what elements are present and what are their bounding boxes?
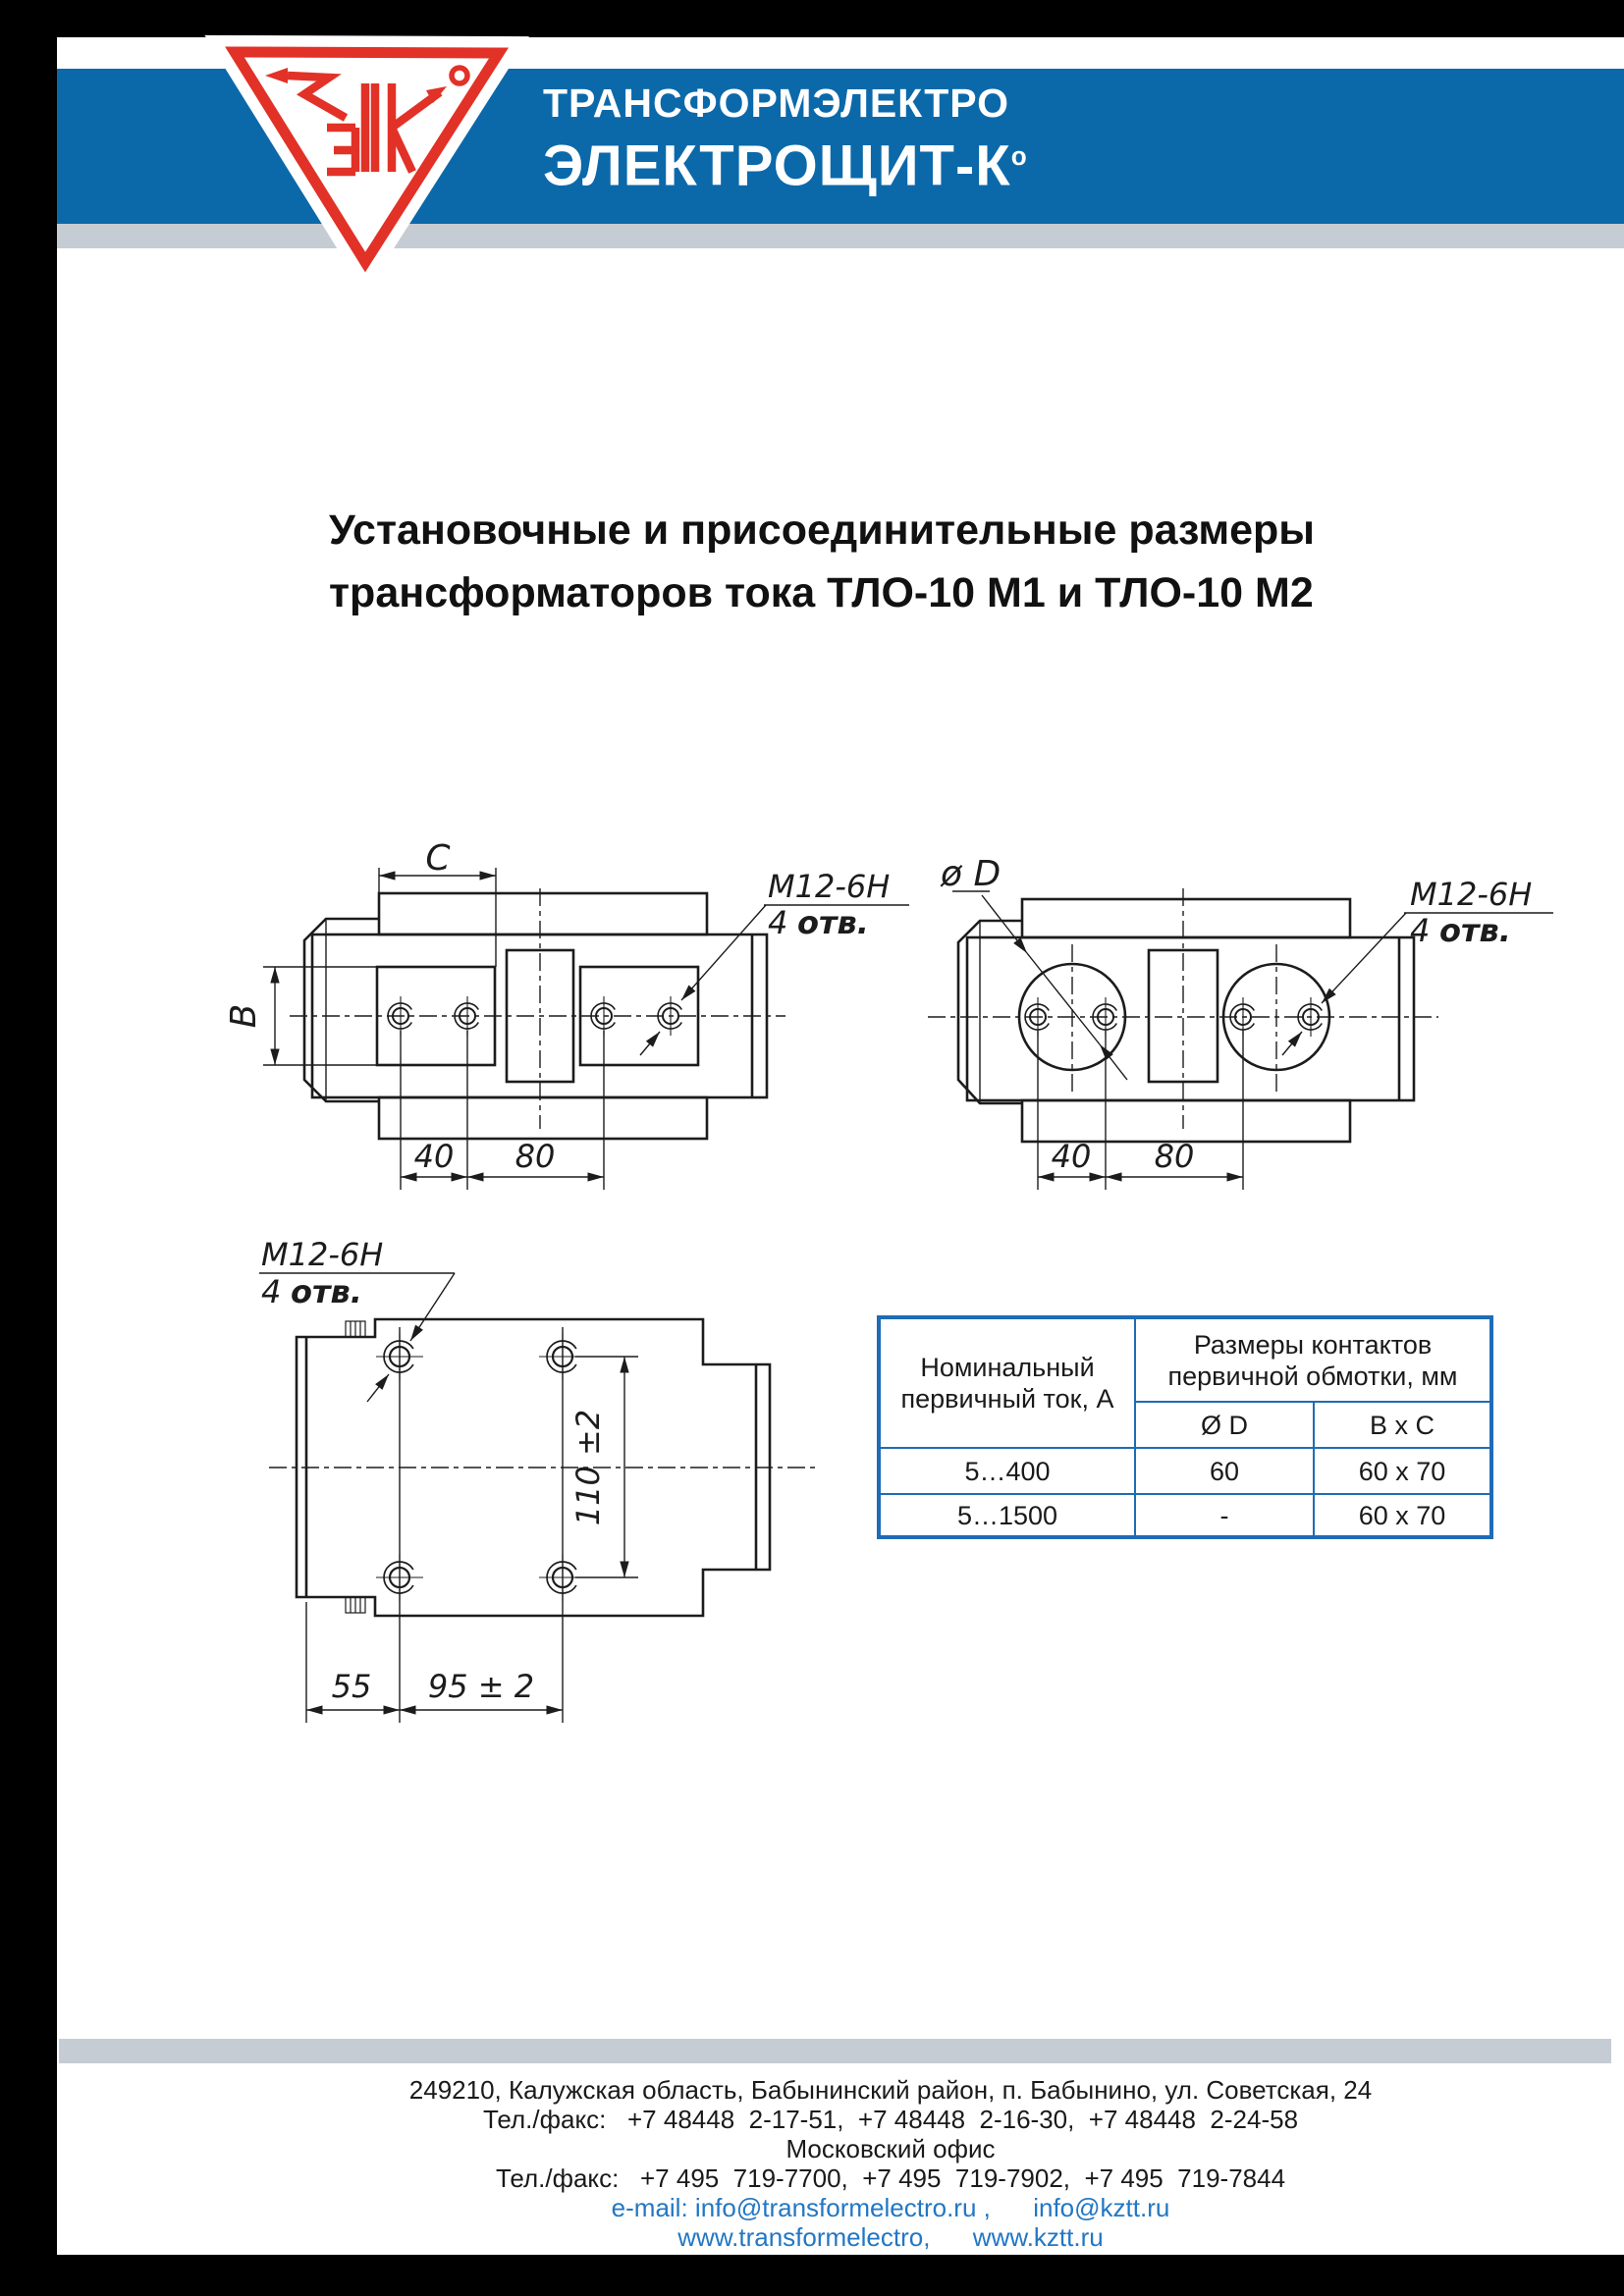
company-logo-icon (206, 37, 540, 288)
footer-address: 249210, Калужская область, Бабынинский район, п. Бабынино, ул. Советская, 24 (408, 2075, 1373, 2105)
plan-view-drawing (226, 1232, 854, 1742)
footer-phones-moscow: Тел./факс: +7 495 719-7700, +7 495 719-7902, +7 495 719-7844 (495, 2163, 1286, 2193)
dim-110-label: 110 ±2 (569, 1409, 607, 1526)
holes-count: 4 (768, 904, 788, 941)
email-link-kztt[interactable]: info@kztt.ru (1033, 2193, 1170, 2222)
table-cell-current-row2: 5…1500 (880, 1494, 1135, 1536)
site-link-kztt[interactable]: www.kztt.ru (972, 2222, 1104, 2252)
page-title (329, 499, 1315, 624)
table-header-current (880, 1318, 1135, 1448)
dim-80-label: 80 (1154, 1138, 1195, 1175)
dim-80-label: 80 (514, 1138, 556, 1175)
header-sizes-line1: Размеры контактов (1193, 1329, 1433, 1360)
table-subheader-d: Ø D (1135, 1402, 1314, 1448)
dim-c-label: C (425, 838, 451, 879)
email-separator: , (976, 2193, 1034, 2222)
holes-count: 4 (261, 1273, 282, 1310)
header-current-line1: Номинальный (920, 1353, 1095, 1382)
page-frame-bottom (0, 2255, 1624, 2296)
mounting-hole (539, 1554, 586, 1601)
table-subheader-bxc: В х С (1314, 1402, 1490, 1448)
table-cell-d-row1: 60 (1135, 1448, 1314, 1494)
table-cell-current-row1: 5…400 (880, 1448, 1135, 1494)
table-header-contact-sizes (1135, 1318, 1490, 1402)
footer-phones-kaluga: Тел./факс: +7 48448 2-17-51, +7 48448 2-16-30, +7 48448 2-24-58 (482, 2105, 1299, 2134)
email-label: e-mail: (611, 2193, 695, 2222)
site-separator (930, 2222, 972, 2252)
mounting-hole (376, 1333, 423, 1380)
brand-superscript: о (1010, 141, 1028, 171)
dim-b-label: B (224, 1003, 264, 1029)
dim-95-label: 95 ± 2 (427, 1668, 535, 1705)
page-frame-left (0, 0, 57, 2296)
thread-label: М12-6Н (1410, 876, 1533, 913)
mounting-hole (539, 1333, 586, 1380)
table-cell-bxc-row2: 60 х 70 (1314, 1494, 1490, 1536)
thread-label: М12-6Н (261, 1236, 384, 1273)
dim-55-label: 55 (331, 1668, 372, 1705)
site-link-transformelectro[interactable]: www.transformelectro, (677, 2222, 931, 2252)
dia-d-label: ø D (941, 854, 1001, 894)
page-title-line2: трансформаторов тока ТЛО-10 М1 и ТЛО-10 М2 (329, 569, 1314, 616)
thread-label: М12-6Н (768, 868, 891, 905)
front-view-drawing (226, 839, 913, 1222)
footer-contacts (149, 2075, 1624, 2252)
holes-word: отв. (797, 904, 869, 941)
table-cell-bxc-row1: 60 х 70 (1314, 1448, 1490, 1494)
dim-40-label: 40 (1051, 1138, 1092, 1175)
holes-word: отв. (291, 1273, 362, 1310)
mounting-hole (376, 1554, 423, 1601)
footer-moscow-office: Московский офис (785, 2134, 996, 2163)
header-sizes-line2: первичной обмотки, мм (1167, 1361, 1458, 1391)
brand-line-transformelectro: ТРАНСФОРМЭЛЕКТРО (543, 80, 1009, 126)
brand-line-electroshield (543, 126, 1028, 196)
page-frame-top (0, 0, 1624, 37)
contact-dimensions-table (877, 1315, 1493, 1539)
footer-gray-strip (59, 2039, 1611, 2063)
email-link-transformelectro[interactable]: info@transformelectro.ru (694, 2193, 977, 2222)
header-current-line2: первичный ток, А (900, 1384, 1114, 1414)
front-view-outline (304, 893, 767, 1139)
footer-sites-line (149, 2222, 1624, 2252)
footer-email-line (149, 2193, 1624, 2222)
brand-block (543, 80, 1028, 196)
round-pad-view-drawing (913, 839, 1600, 1222)
plan-view-dim-lines (259, 1273, 817, 1723)
table-cell-d-row2: - (1135, 1494, 1314, 1536)
dim-40-label: 40 (413, 1138, 455, 1175)
round-view-outline (958, 899, 1414, 1142)
holes-count: 4 (1410, 912, 1431, 949)
page-title-line1: Установочные и присоединительные размеры (329, 507, 1316, 554)
holes-word: отв. (1439, 912, 1511, 949)
brand-line2-text: ЭЛЕКТРОЩИТ-К (543, 133, 1011, 198)
